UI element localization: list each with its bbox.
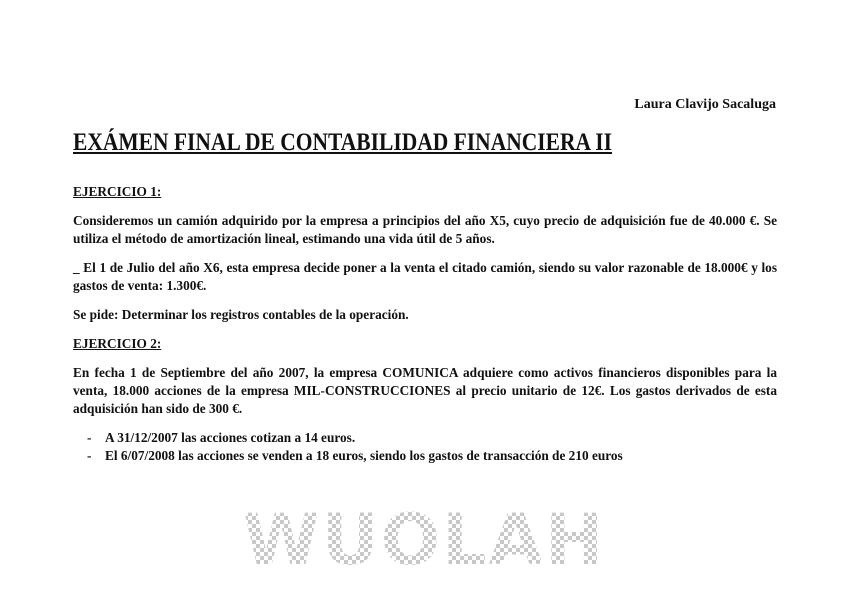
list-item: - El 6/07/2008 las acciones se venden a 18 euros, siendo los gastos de transacción de 210 euros	[87, 447, 777, 465]
watermark: WUOLAH	[0, 500, 848, 580]
exercise-1-task: Se pide: Determinar los registros contables de la operación.	[73, 307, 409, 322]
exercise-1-paragraph: _ El 1 de Julio del año X6, esta empresa decide poner a la venta el citado camión, siendo su valor razonable de 18.000€ y los gastos de venta: 1.300€.	[73, 260, 777, 293]
exercise-2-paragraph: En fecha 1 de Septiembre del año 2007, la empresa COMUNICA adquiere como activos financieros disponibles para la venta, 18.000 acciones de la empresa MIL-CONSTRUCCIONES al precio unitario de 12€. Los gastos derivados de esta adquisición han sido de 300 €.	[73, 365, 777, 416]
exercise-1-paragraph: Consideremos un camión adquirido por la empresa a principios del año X5, cuyo precio de adquisición fue de 40.000 €. Se utiliza el método de amortización lineal, estimando una vida útil de 5 años.	[73, 213, 777, 246]
list-item: - A 31/12/2007 las acciones cotizan a 14 euros.	[87, 429, 777, 447]
document-body	[73, 183, 777, 465]
exercise-2-heading: EJERCICIO 2:	[73, 336, 162, 351]
exercise-1-heading: EJERCICIO 1:	[73, 184, 162, 199]
exercise-2-list	[73, 429, 777, 465]
author-name: Laura Clavijo Sacaluga	[634, 97, 776, 112]
document-title: EXÁMEN FINAL DE CONTABILIDAD FINANCIERA II	[73, 129, 612, 156]
